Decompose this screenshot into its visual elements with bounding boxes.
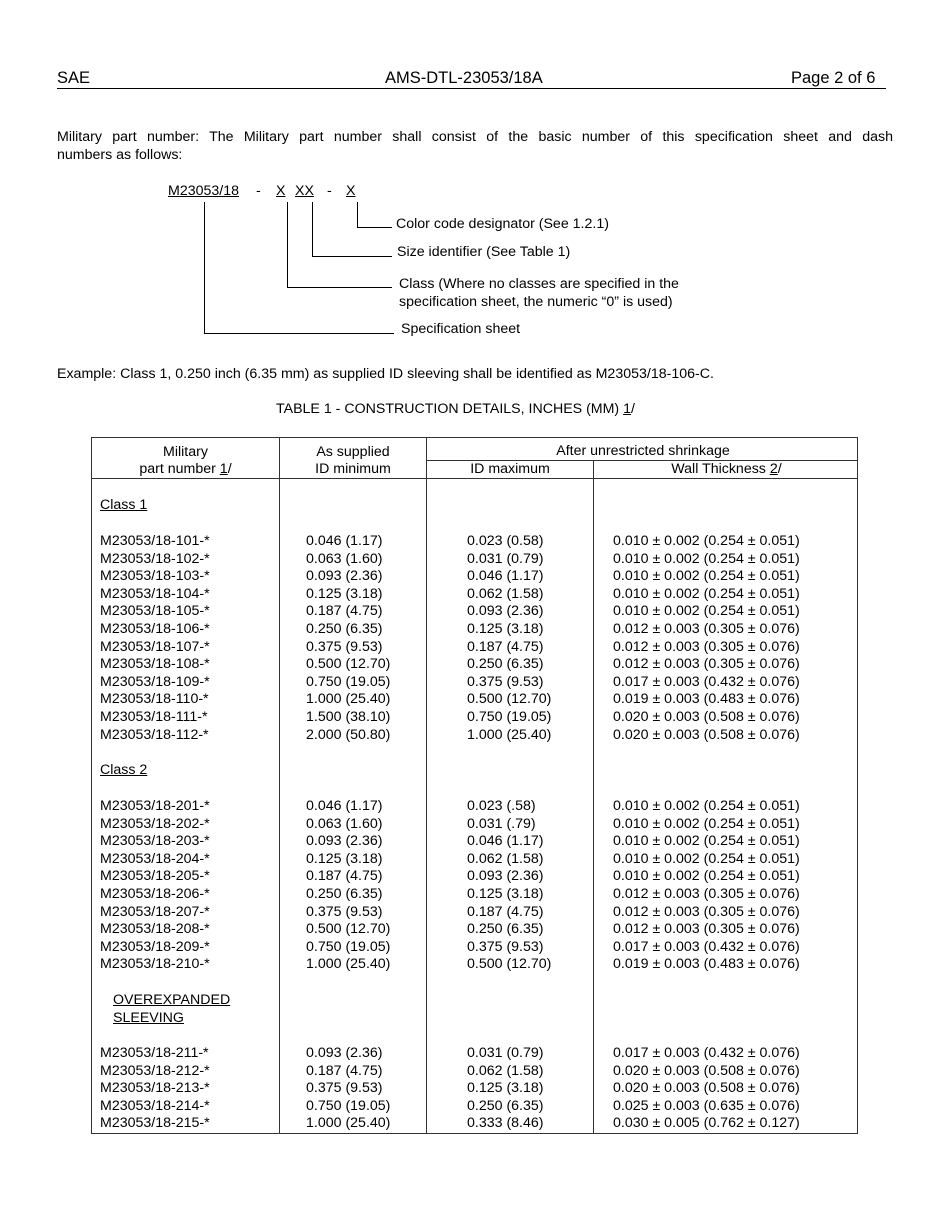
part-number-cell: M23053/18-201-*	[100, 798, 210, 814]
class-connector-v	[287, 202, 288, 288]
id-minimum-cell: 0.750 (19.05)	[306, 1097, 391, 1114]
section-overexpanded-1: OVEREXPANDED	[113, 992, 231, 1008]
part-number-cell: M23053/18-107-*	[100, 638, 210, 655]
wall-thickness-cell: 0.010 ± 0.002 (0.254 ± 0.051)	[613, 550, 800, 567]
part-number-cell: M23053/18-207-*	[100, 903, 210, 920]
id-minimum-cell: 0.500 (12.70)	[306, 921, 391, 938]
table-row	[92, 1045, 859, 1063]
wall-thickness-cell: 0.030 ± 0.005 (0.762 ± 0.127)	[613, 1115, 800, 1132]
table-row	[92, 939, 859, 957]
part-number-cell: M23053/18-111-*	[100, 709, 208, 725]
table-row	[92, 691, 859, 709]
wall-thickness-cell: 0.012 ± 0.003 (0.305 ± 0.076)	[613, 638, 800, 655]
section-class-1: Class 1	[100, 497, 148, 513]
color-connector-v	[357, 202, 358, 228]
part-number-cell: M23053/18-110-*	[100, 691, 209, 708]
col1-slash: /	[227, 461, 232, 477]
part-number-cell: M23053/18-206-*	[100, 886, 210, 902]
id-maximum-cell: 0.031 (.79)	[467, 815, 536, 832]
wall-thickness-cell: 0.019 ± 0.003 (0.483 ± 0.076)	[613, 691, 800, 708]
part-number-cell: M23053/18-109-*	[100, 673, 210, 690]
size-code: XX	[295, 183, 314, 199]
table-row	[92, 586, 859, 604]
table-caption-note: 1	[623, 401, 631, 417]
size-connector-h	[312, 256, 392, 257]
col4-note: 2	[769, 461, 778, 477]
id-minimum-cell: 0.093 (2.36)	[306, 1045, 383, 1061]
id-maximum-cell: 0.375 (9.53)	[467, 673, 544, 690]
table-row	[92, 1080, 859, 1098]
id-minimum-cell: 0.093 (2.36)	[306, 833, 383, 850]
col-header-id-minimum: ID minimum	[315, 461, 391, 477]
col-header-wall-thickness	[594, 461, 859, 478]
header-page: Page 2 of 6	[791, 69, 876, 87]
id-minimum-cell: 1.000 (25.40)	[306, 691, 391, 708]
id-maximum-cell: 0.125 (3.18)	[467, 886, 544, 902]
id-minimum-cell: 0.125 (3.18)	[306, 585, 383, 602]
table-row	[92, 727, 859, 745]
example-text: Example: Class 1, 0.250 inch (6.35 mm) as supplied ID sleeving shall be identified as M23053/18-106-C.	[57, 366, 714, 382]
id-maximum-cell: 0.046 (1.17)	[467, 568, 544, 585]
id-minimum-cell: 0.125 (3.18)	[306, 850, 383, 867]
part-number-cell: M23053/18-214-*	[100, 1097, 210, 1114]
part-number-cell: M23053/18-205-*	[100, 868, 210, 885]
id-maximum-cell: 0.250 (6.35)	[467, 921, 544, 938]
wall-thickness-cell: 0.020 ± 0.003 (0.508 ± 0.076)	[613, 726, 800, 743]
col1-note: 1	[219, 461, 228, 477]
id-minimum-cell: 0.375 (9.53)	[306, 638, 383, 655]
wall-thickness-cell: 0.010 ± 0.002 (0.254 ± 0.051)	[613, 850, 800, 867]
table-row	[92, 656, 859, 674]
id-minimum-cell: 0.046 (1.17)	[306, 533, 383, 549]
wall-thickness-cell: 0.020 ± 0.003 (0.508 ± 0.076)	[613, 1080, 800, 1097]
col1-text: part number	[139, 461, 220, 477]
table-row	[92, 1098, 859, 1116]
part-number-cell: M23053/18-202-*	[100, 815, 210, 832]
wall-thickness-cell: 0.010 ± 0.002 (0.254 ± 0.051)	[613, 533, 800, 549]
part-number-cell: M23053/18-204-*	[100, 850, 210, 867]
table-row	[92, 851, 859, 869]
wall-thickness-cell: 0.020 ± 0.003 (0.508 ± 0.076)	[613, 709, 800, 725]
wall-thickness-cell: 0.012 ± 0.003 (0.305 ± 0.076)	[613, 886, 800, 902]
id-maximum-cell: 0.031 (0.79)	[467, 550, 544, 567]
spec-connector-v	[204, 202, 205, 334]
table-row	[92, 674, 859, 692]
section-class-2: Class 2	[100, 762, 148, 778]
part-number-cell: M23053/18-210-*	[100, 956, 210, 973]
id-minimum-cell: 0.500 (12.70)	[306, 656, 391, 673]
id-maximum-cell: 0.125 (3.18)	[467, 621, 544, 637]
wall-thickness-cell: 0.012 ± 0.003 (0.305 ± 0.076)	[613, 621, 800, 637]
class-code: X	[276, 183, 286, 199]
id-maximum-cell: 0.500 (12.70)	[467, 691, 552, 708]
table-row	[92, 956, 859, 974]
id-maximum-cell: 0.062 (1.58)	[467, 850, 544, 867]
id-minimum-cell: 0.063 (1.60)	[306, 550, 383, 567]
wall-thickness-cell: 0.010 ± 0.002 (0.254 ± 0.051)	[613, 815, 800, 832]
id-maximum-cell: 0.750 (19.05)	[467, 709, 552, 725]
wall-thickness-cell: 0.025 ± 0.003 (0.635 ± 0.076)	[613, 1097, 800, 1114]
spec-sheet-label: Specification sheet	[401, 321, 521, 337]
wall-thickness-cell: 0.010 ± 0.002 (0.254 ± 0.051)	[613, 603, 800, 620]
table-row	[92, 533, 859, 551]
table-row	[92, 603, 859, 621]
table-row	[92, 621, 859, 639]
part-number-cell: M23053/18-209-*	[100, 938, 210, 955]
header-rule	[57, 88, 886, 89]
id-minimum-cell: 0.046 (1.17)	[306, 798, 383, 814]
part-number-cell: M23053/18-213-*	[100, 1080, 210, 1097]
dash-2: -	[327, 183, 332, 199]
part-number-cell: M23053/18-103-*	[100, 568, 210, 585]
id-minimum-cell: 0.250 (6.35)	[306, 886, 383, 902]
part-base: M23053/18	[168, 183, 239, 199]
id-maximum-cell: 0.125 (3.18)	[467, 1080, 544, 1097]
class-label-1: Class (Where no classes are specified in the	[399, 276, 679, 292]
col-header-part-number	[92, 461, 279, 478]
id-maximum-cell: 0.333 (8.46)	[467, 1115, 544, 1132]
id-minimum-cell: 0.375 (9.53)	[306, 1080, 383, 1097]
wall-thickness-cell: 0.010 ± 0.002 (0.254 ± 0.051)	[613, 868, 800, 885]
table-row	[92, 921, 859, 939]
table-row	[92, 798, 859, 816]
wall-thickness-cell: 0.017 ± 0.003 (0.432 ± 0.076)	[613, 673, 800, 690]
col4-slash: /	[777, 461, 782, 477]
id-maximum-cell: 0.093 (2.36)	[467, 868, 544, 885]
part-number-cell: M23053/18-203-*	[100, 833, 210, 850]
table-row	[92, 1115, 859, 1133]
table-caption	[276, 401, 635, 418]
part-number-cell: M23053/18-104-*	[100, 585, 210, 602]
color-code-label: Color code designator (See 1.2.1)	[396, 216, 609, 232]
wall-thickness-cell: 0.010 ± 0.002 (0.254 ± 0.051)	[613, 798, 800, 814]
wall-thickness-cell: 0.017 ± 0.003 (0.432 ± 0.076)	[613, 1045, 800, 1061]
id-maximum-cell: 0.500 (12.70)	[467, 956, 552, 973]
id-minimum-cell: 1.000 (25.40)	[306, 956, 391, 973]
id-minimum-cell: 0.750 (19.05)	[306, 938, 391, 955]
part-number-cell: M23053/18-101-*	[100, 533, 210, 549]
id-maximum-cell: 0.375 (9.53)	[467, 938, 544, 955]
table-row	[92, 816, 859, 834]
part-number-cell: M23053/18-108-*	[100, 656, 210, 673]
part-number-cell: M23053/18-105-*	[100, 603, 210, 620]
header-left: SAE	[57, 69, 91, 87]
section-overexpanded-2: SLEEVING	[113, 1010, 184, 1026]
size-connector-v	[312, 202, 313, 257]
id-maximum-cell: 0.187 (4.75)	[467, 638, 544, 655]
color-code: X	[346, 183, 356, 199]
table-row	[92, 709, 859, 727]
part-number-cell: M23053/18-112-*	[100, 726, 209, 743]
id-minimum-cell: 0.187 (4.75)	[306, 868, 383, 885]
class-label-2: specification sheet, the numeric “0” is used)	[399, 294, 673, 310]
color-connector-h	[357, 227, 392, 228]
wall-thickness-cell: 0.012 ± 0.003 (0.305 ± 0.076)	[613, 921, 800, 938]
id-minimum-cell: 1.500 (38.10)	[306, 709, 391, 725]
table-caption-text: TABLE 1 - CONSTRUCTION DETAILS, INCHES (MM)	[276, 401, 624, 417]
dash-1: -	[256, 183, 261, 199]
part-number-cell: M23053/18-212-*	[100, 1062, 210, 1079]
size-identifier-label: Size identifier (See Table 1)	[397, 244, 571, 260]
table-caption-slash: /	[630, 401, 635, 417]
id-minimum-cell: 0.187 (4.75)	[306, 603, 383, 620]
id-minimum-cell: 0.063 (1.60)	[306, 815, 383, 832]
id-maximum-cell: 0.187 (4.75)	[467, 903, 544, 920]
part-number-cell: M23053/18-211-*	[100, 1045, 209, 1061]
table-row	[92, 886, 859, 904]
id-minimum-cell: 1.000 (25.40)	[306, 1115, 391, 1132]
part-number-cell: M23053/18-106-*	[100, 621, 210, 637]
table-row	[92, 639, 859, 657]
part-number-cell: M23053/18-102-*	[100, 550, 210, 567]
wall-thickness-cell: 0.019 ± 0.003 (0.483 ± 0.076)	[613, 956, 800, 973]
col-header-military: Military	[163, 444, 208, 460]
table-row	[92, 868, 859, 886]
spec-connector-h	[204, 333, 394, 334]
part-number-cell: M23053/18-208-*	[100, 921, 210, 938]
id-maximum-cell: 0.250 (6.35)	[467, 656, 544, 673]
col-header-as-supplied: As supplied	[316, 444, 390, 460]
header-bottom-rule	[92, 478, 858, 479]
wall-thickness-cell: 0.012 ± 0.003 (0.305 ± 0.076)	[613, 656, 800, 673]
id-minimum-cell: 0.187 (4.75)	[306, 1062, 383, 1079]
class-connector-h	[287, 287, 392, 288]
id-maximum-cell: 0.031 (0.79)	[467, 1045, 544, 1061]
id-maximum-cell: 0.046 (1.17)	[467, 833, 544, 850]
header-title: AMS-DTL-23053/18A	[385, 69, 543, 87]
id-maximum-cell: 0.062 (1.58)	[467, 585, 544, 602]
id-maximum-cell: 0.250 (6.35)	[467, 1097, 544, 1114]
wall-thickness-cell: 0.020 ± 0.003 (0.508 ± 0.076)	[613, 1062, 800, 1079]
id-maximum-cell: 1.000 (25.40)	[467, 726, 552, 743]
wall-thickness-cell: 0.010 ± 0.002 (0.254 ± 0.051)	[613, 833, 800, 850]
id-maximum-cell: 0.062 (1.58)	[467, 1062, 544, 1079]
id-minimum-cell: 0.375 (9.53)	[306, 903, 383, 920]
id-maximum-cell: 0.023 (0.58)	[467, 533, 544, 549]
wall-thickness-cell: 0.010 ± 0.002 (0.254 ± 0.051)	[613, 568, 800, 585]
id-minimum-cell: 0.093 (2.36)	[306, 568, 383, 585]
table-row	[92, 904, 859, 922]
table-row	[92, 551, 859, 569]
wall-thickness-cell: 0.010 ± 0.002 (0.254 ± 0.051)	[613, 585, 800, 602]
wall-thickness-cell: 0.012 ± 0.003 (0.305 ± 0.076)	[613, 903, 800, 920]
id-maximum-cell: 0.093 (2.36)	[467, 603, 544, 620]
intro-line-2: numbers as follows:	[57, 147, 183, 163]
construction-table	[91, 437, 858, 1134]
col-header-id-maximum: ID maximum	[470, 461, 550, 477]
part-number-cell: M23053/18-215-*	[100, 1115, 210, 1132]
table-row	[92, 833, 859, 851]
id-minimum-cell: 2.000 (50.80)	[306, 726, 391, 743]
col-header-after-shrinkage: After unrestricted shrinkage	[556, 443, 730, 459]
table-row	[92, 1063, 859, 1081]
table-row	[92, 568, 859, 586]
id-minimum-cell: 0.750 (19.05)	[306, 673, 391, 690]
wall-thickness-cell: 0.017 ± 0.003 (0.432 ± 0.076)	[613, 938, 800, 955]
id-maximum-cell: 0.023 (.58)	[467, 798, 536, 814]
id-minimum-cell: 0.250 (6.35)	[306, 621, 383, 637]
col4-text: Wall Thickness	[671, 461, 770, 477]
intro-line-1: Military part number: The Military part number shall consist of the basic number of this specification sheet and dash	[57, 129, 893, 145]
